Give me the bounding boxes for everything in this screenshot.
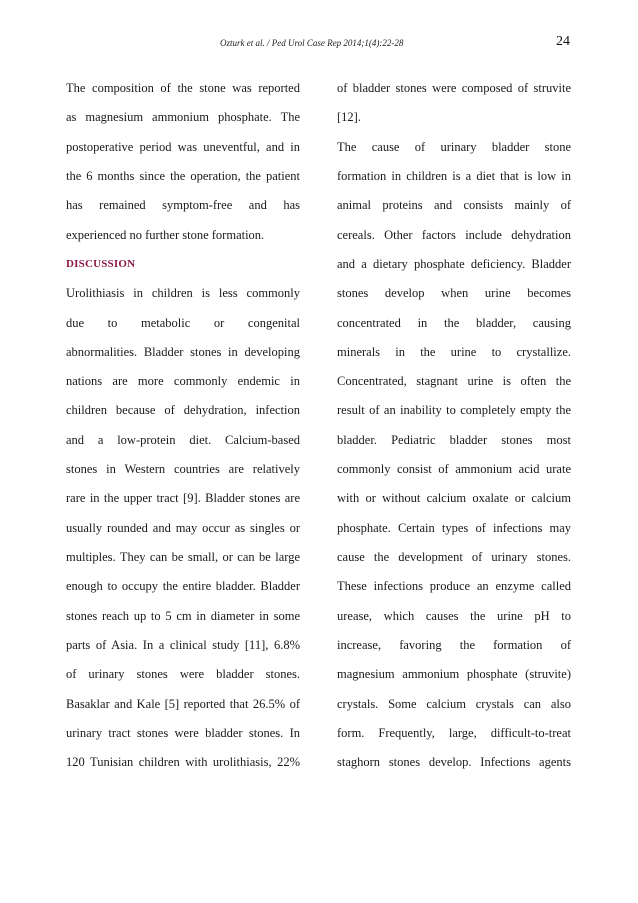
text-line: and a low-protein diet. Calcium-based bbox=[66, 432, 300, 447]
text-line: commonly consist of ammonium acid urate bbox=[337, 462, 571, 477]
text-line: nations are more commonly endemic in bbox=[66, 374, 300, 389]
text-line: rare in the upper tract [9]. Bladder stones are bbox=[66, 491, 300, 506]
text-line: cause the development of urinary stones. bbox=[337, 550, 571, 564]
text-line: abnormalities. Bladder stones in developing bbox=[66, 344, 300, 359]
text-line: multiples. They can be small, or can be large bbox=[66, 550, 300, 564]
text-line: Concentrated, stagnant urine is often the bbox=[337, 374, 571, 389]
section-heading: DISCUSSION bbox=[66, 257, 136, 270]
text-line: bladder. Pediatric bladder stones most bbox=[337, 432, 571, 447]
left-column bbox=[66, 74, 300, 778]
text-line: of bladder stones were composed of struvite bbox=[337, 81, 571, 95]
text-line: staghorn stones develop. Infections agents bbox=[337, 755, 571, 770]
text-line: and a dietary phosphate deficiency. Bladder bbox=[337, 256, 571, 271]
text-line: of urinary stones were bladder stones. bbox=[66, 667, 300, 682]
text-line: The cause of urinary bladder stone bbox=[337, 139, 571, 154]
text-line: 120 Tunisian children with urolithiasis, 22% bbox=[66, 755, 300, 770]
text-line: the 6 months since the operation, the patient bbox=[66, 168, 300, 183]
text-line: Urolithiasis in children is less commonly bbox=[66, 286, 300, 301]
running-head: Ozturk et al. / Ped Urol Case Rep 2014;1(4):22-28 bbox=[220, 38, 404, 48]
text-line: Basaklar and Kale [5] reported that 26.5% of bbox=[66, 696, 300, 711]
text-line: increase, favoring the formation of bbox=[337, 637, 571, 652]
text-line: cereals. Other factors include dehydration bbox=[337, 227, 571, 242]
text-line: [12]. bbox=[337, 110, 361, 125]
text-line: parts of Asia. In a clinical study [11], 6.8% bbox=[66, 637, 300, 652]
text-line: minerals in the urine to crystallize. bbox=[337, 344, 571, 359]
text-line: postoperative period was uneventful, and in bbox=[66, 139, 300, 154]
text-line: phosphate. Certain types of infections may bbox=[337, 520, 571, 535]
text-line: children because of dehydration, infection bbox=[66, 403, 300, 418]
text-line: crystals. Some calcium crystals can also bbox=[337, 696, 571, 711]
text-line: due to metabolic or congenital bbox=[66, 315, 300, 330]
text-line: as magnesium ammonium phosphate. The bbox=[66, 110, 300, 125]
text-line: urinary tract stones were bladder stones. In bbox=[66, 725, 300, 740]
text-line: formation in children is a diet that is low in bbox=[337, 168, 571, 183]
text-line: animal proteins and consists mainly of bbox=[337, 198, 571, 213]
text-line: stones develop when urine becomes bbox=[337, 286, 571, 301]
text-line: form. Frequently, large, difficult-to-treat bbox=[337, 725, 571, 740]
text-line: magnesium ammonium phosphate (struvite) bbox=[337, 667, 571, 682]
text-line: The composition of the stone was reported bbox=[66, 81, 300, 95]
text-line: stones reach up to 5 cm in diameter in some bbox=[66, 608, 300, 623]
text-line: usually rounded and may occur as singles or bbox=[66, 520, 300, 535]
text-line: stones in Western countries are relatively bbox=[66, 462, 300, 477]
text-line: urease, which causes the urine pH to bbox=[337, 608, 571, 623]
text-line: These infections produce an enzyme called bbox=[337, 579, 571, 594]
page-header bbox=[0, 34, 638, 58]
text-line: result of an inability to completely empty the bbox=[337, 403, 571, 418]
text-line: has remained symptom-free and has bbox=[66, 198, 300, 213]
page-number: 24 bbox=[556, 34, 570, 49]
text-line: experienced no further stone formation. bbox=[66, 227, 265, 242]
text-line: enough to occupy the entire bladder. Bladder bbox=[66, 579, 300, 594]
text-line: with or without calcium oxalate or calcium bbox=[337, 491, 571, 506]
right-column bbox=[337, 74, 571, 778]
text-line: concentrated in the bladder, causing bbox=[337, 315, 571, 330]
